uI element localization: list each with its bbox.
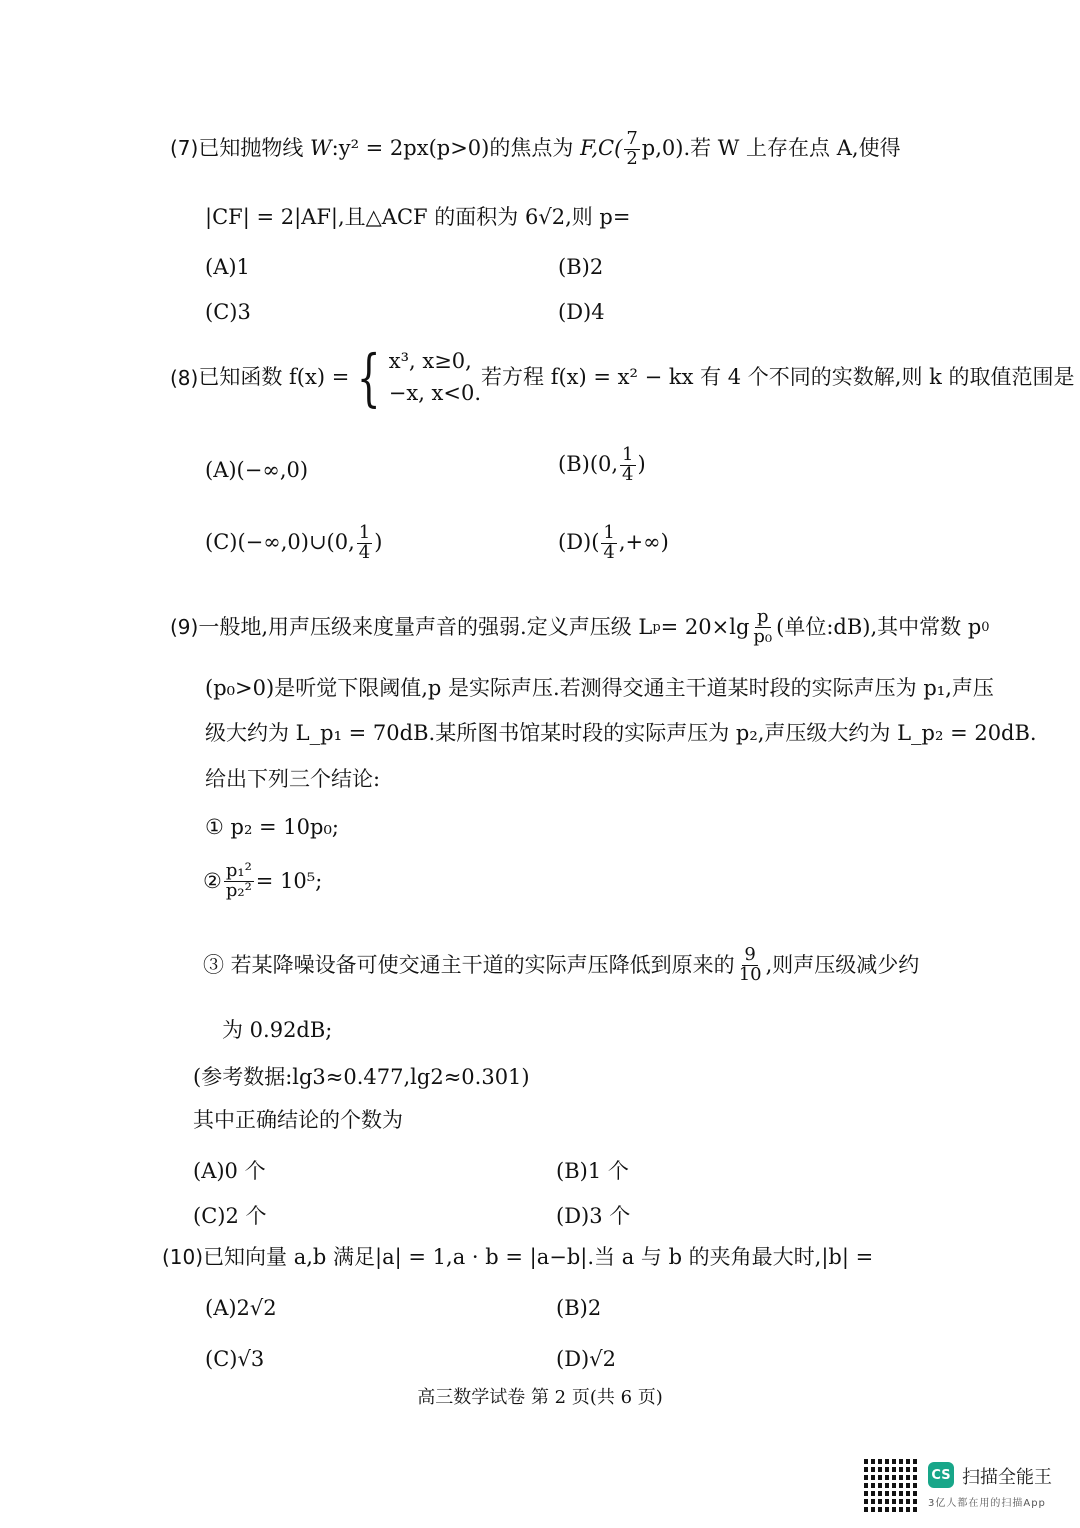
q9-option-a[interactable]: (A)0 个 <box>193 1159 266 1183</box>
q9-frac-den: p₀ <box>753 625 773 647</box>
q10-stem: 已知向量 a,b 满足|a| = 1,a · b = |a−b|.当 a 与 b 的夹角最大时,|b| = <box>203 1245 874 1269</box>
q9-option-c[interactable]: (C)2 个 <box>193 1204 267 1228</box>
watermark-subtitle: 3亿人都在用的扫描App <box>928 1498 1046 1509</box>
q8-number: (8) <box>170 365 199 390</box>
q10-line1 <box>162 1245 873 1270</box>
q7-eq: :y² = 2px(p>0) <box>331 135 490 160</box>
q7-number: (7) <box>170 135 199 160</box>
q9-reference-data: (参考数据:lg3≈0.477,lg2≈0.301) <box>193 1065 530 1089</box>
q9-c3-b: ,则声压级减少约 <box>765 952 920 977</box>
q8-d-den: 4 <box>603 541 615 563</box>
q9-c2-den: p₂² <box>225 879 252 901</box>
q9-number: (9) <box>170 615 199 640</box>
q8-c-pre: (C)(−∞,0)∪(0, <box>205 529 355 554</box>
q8-option-c[interactable] <box>205 524 382 563</box>
q10-number: (10) <box>162 1245 204 1269</box>
qr-code-icon[interactable] <box>864 1458 918 1512</box>
q7-line1 <box>170 130 901 169</box>
q9-conclusion-3 <box>203 946 919 985</box>
q9-conclusion-2 <box>203 862 322 901</box>
q7-option-d[interactable]: (D)4 <box>558 300 605 324</box>
q7-curve: W <box>310 135 332 160</box>
q8-c-frac <box>357 524 372 563</box>
q8-b-frac <box>620 446 635 485</box>
q9-line1-b: = 20×lg <box>660 614 750 639</box>
q10-option-b[interactable]: (B)2 <box>556 1296 602 1320</box>
q8-d-pre: (D)( <box>558 529 600 554</box>
q9-option-d[interactable]: (D)3 个 <box>556 1204 631 1228</box>
q9-c2-rest: = 10⁵; <box>255 868 323 893</box>
q9-c2-mark: ② <box>203 868 222 893</box>
q8-d-num: 1 <box>603 522 615 543</box>
q7-points: F,C( <box>580 135 623 160</box>
q8-d-frac <box>601 524 616 563</box>
q7-frac-num: 7 <box>626 128 638 149</box>
q9-line1-c-sub: 0 <box>981 619 990 635</box>
q8-c-num: 1 <box>358 522 371 543</box>
q9-frac <box>751 608 774 647</box>
q8-option-b[interactable] <box>558 446 646 485</box>
q7-c-rest: p,0).若 W 上存在点 A,使得 <box>641 135 901 160</box>
q8-d-post: ,+∞) <box>618 529 669 554</box>
q7-option-a[interactable]: (A)1 <box>205 255 250 279</box>
q8-b-pre: (B)(0, <box>558 451 619 476</box>
q9-option-b[interactable]: (B)1 个 <box>556 1159 629 1183</box>
q9-c3-a: ③ 若某降噪设备可使交通主干道的实际声压降低到原来的 <box>203 952 735 977</box>
q8-line1 <box>170 340 1075 414</box>
q9-line4: 给出下列三个结论: <box>205 767 381 791</box>
q8-b-den: 4 <box>622 463 634 485</box>
q9-line1-sub: p <box>652 619 661 635</box>
q7-stem-b: 的焦点为 <box>489 135 574 160</box>
q8-brace: { <box>357 340 381 414</box>
q8-case2: −x, x<0. <box>388 380 482 405</box>
q9-line1-a: 一般地,用声压级来度量声音的强弱.定义声压级 L <box>198 614 653 639</box>
q8-piecewise <box>389 346 481 409</box>
q7-stem-a: 已知抛物线 <box>198 135 304 160</box>
q9-c3-den: 10 <box>738 963 762 985</box>
q8-b-num: 1 <box>622 444 634 465</box>
q7-option-c[interactable]: (C)3 <box>205 300 251 324</box>
q9-c2-frac <box>224 862 254 901</box>
q10-option-d[interactable]: (D)√2 <box>556 1347 616 1371</box>
q10-option-a[interactable]: (A)2√2 <box>205 1296 277 1320</box>
q9-c2-num: p₁² <box>225 860 252 881</box>
q8-stem-a: 已知函数 f(x) = <box>198 364 350 389</box>
q8-b-post: ) <box>637 451 646 476</box>
q9-c3-frac <box>737 946 764 985</box>
camscanner-logo-icon: CS <box>928 1462 954 1488</box>
q9-line3: 级大约为 L_p₁ = 70dB.某所图书馆某时段的实际声压为 p₂,声压级大约为 L_p₂ = 20dB. <box>205 721 1037 745</box>
q8-option-d[interactable] <box>558 524 669 563</box>
q10-option-c[interactable]: (C)√3 <box>205 1347 265 1371</box>
page-footer: 高三数学试卷 第 2 页(共 6 页) <box>417 1387 663 1408</box>
q8-c-den: 4 <box>358 541 371 563</box>
watermark-title: 扫描全能王 <box>962 1467 1052 1488</box>
q8-c-post: ) <box>374 529 383 554</box>
q7-fraction <box>624 130 639 169</box>
q9-ask: 其中正确结论的个数为 <box>193 1108 403 1132</box>
q8-case1: x³, x≥0, <box>388 349 472 373</box>
q9-c3-num: 9 <box>744 944 756 965</box>
q9-conclusion-1: ① p₂ = 10p₀; <box>205 815 339 839</box>
q7-option-b[interactable]: (B)2 <box>558 255 604 279</box>
q9-line1-c: (单位:dB),其中常数 p <box>776 614 982 639</box>
q9-c3-line2: 为 0.92dB; <box>222 1018 333 1042</box>
q7-line2: |CF| = 2|AF|,且△ACF 的面积为 6√2,则 p= <box>205 205 631 229</box>
q9-line2: (p₀>0)是听觉下限阈值,p 是实际声压.若测得交通主干道某时段的实际声压为 p₁,声压 <box>205 676 994 700</box>
q7-frac-den: 2 <box>626 147 638 169</box>
q8-option-a[interactable]: (A)(−∞,0) <box>205 458 309 482</box>
q9-frac-num: p <box>757 606 769 627</box>
q8-stem-b: 若方程 f(x) = x² − kx 有 4 个不同的实数解,则 k 的取值范围是 <box>481 364 1075 389</box>
q9-line1 <box>170 608 990 647</box>
